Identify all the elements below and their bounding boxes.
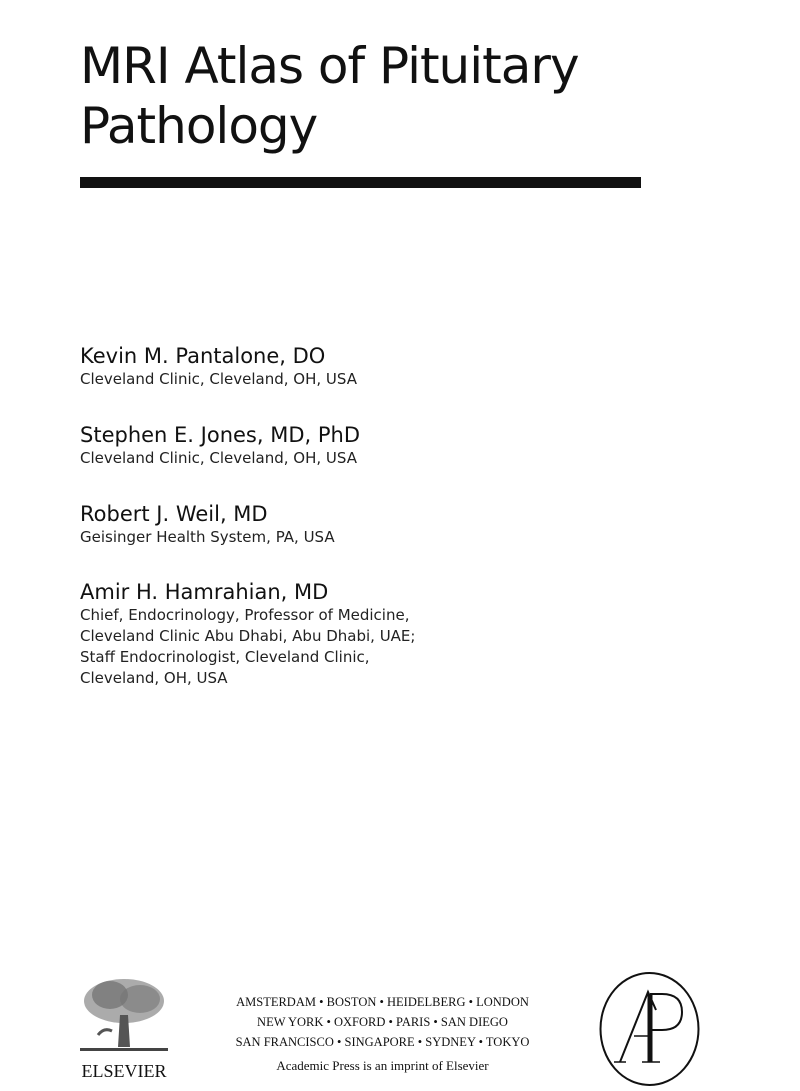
author-affiliation: Geisinger Health System, PA, USA (80, 528, 335, 546)
author-affiliation: Chief, Endocrinology, Professor of Medicine, (80, 606, 410, 624)
cities-line: SAN FRANCISCO • SINGAPORE • SYDNEY • TOKYO (235, 1035, 530, 1049)
author-2 (80, 422, 360, 469)
author-affiliation: Cleveland, OH, USA (80, 669, 228, 687)
academic-press-logo (598, 970, 701, 1088)
author-affiliation: Cleveland Clinic, Cleveland, OH, USA (80, 449, 357, 467)
title-line-2: Pathology (80, 97, 318, 155)
cities-line: AMSTERDAM • BOSTON • HEIDELBERG • LONDON (236, 995, 529, 1009)
author-3 (80, 501, 335, 548)
author-affiliation: Cleveland Clinic Abu Dhabi, Abu Dhabi, UAE; (80, 627, 416, 645)
author-name: Stephen E. Jones, MD, PhD (80, 423, 360, 447)
author-affiliation: Staff Endocrinologist, Cleveland Clinic, (80, 648, 370, 666)
title-rule (80, 177, 641, 188)
author-name: Amir H. Hamrahian, MD (80, 580, 329, 604)
imprint-note: Academic Press is an imprint of Elsevier (276, 1058, 489, 1073)
author-name: Robert J. Weil, MD (80, 502, 268, 526)
elsevier-wordmark: ELSEVIER (81, 1061, 167, 1081)
book-title (80, 36, 579, 156)
cities-line: NEW YORK • OXFORD • PARIS • SAN DIEGO (257, 1015, 508, 1029)
title-line-1: MRI Atlas of Pituitary (80, 37, 579, 95)
author-name: Kevin M. Pantalone, DO (80, 344, 326, 368)
tree-icon (80, 975, 168, 1055)
author-4 (80, 579, 415, 689)
publisher-cities (210, 992, 555, 1076)
author-1 (80, 343, 357, 390)
author-affiliation: Cleveland Clinic, Cleveland, OH, USA (80, 370, 357, 388)
elsevier-logo (80, 975, 168, 1082)
